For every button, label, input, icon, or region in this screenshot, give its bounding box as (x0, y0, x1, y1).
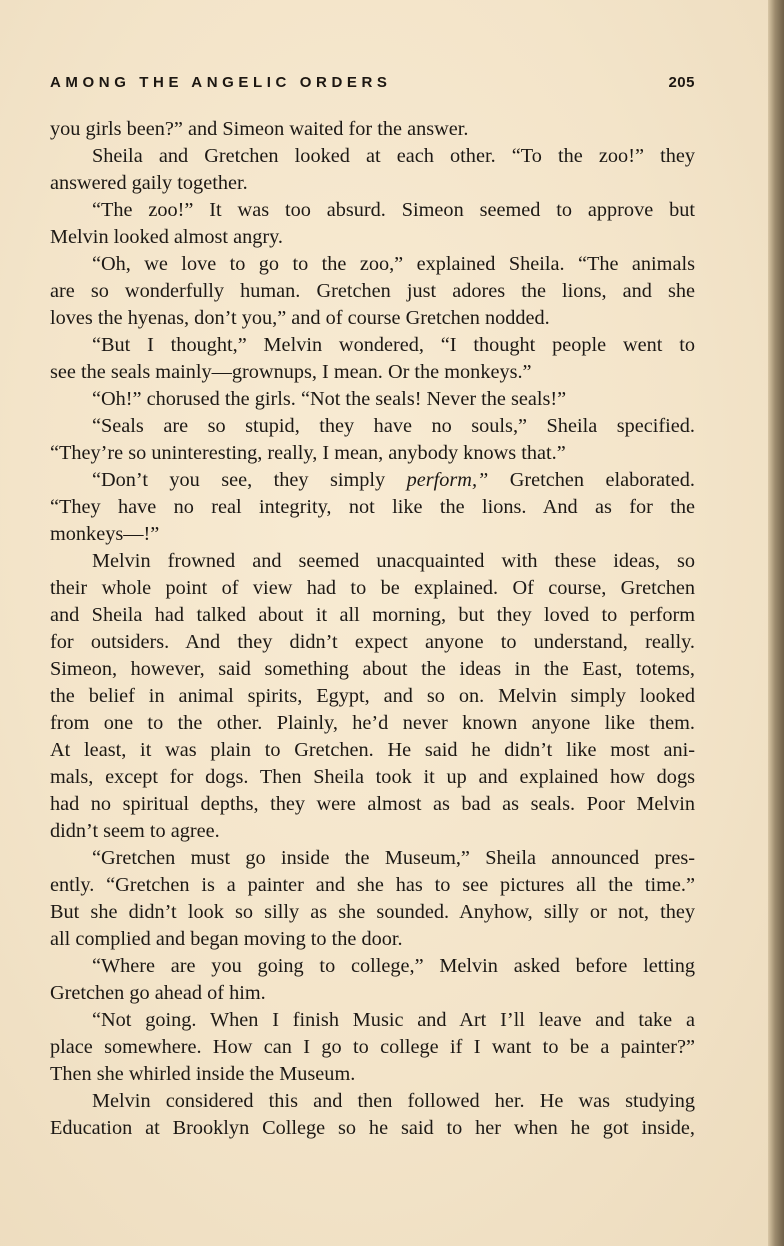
text-line: “Oh, we love to go to the zoo,” explained Sheila. “The animals (92, 253, 695, 275)
text-line: you girls been?” and Simeon waited for the answer. (50, 118, 469, 140)
text-line: had no spiritual depths, they were almost as bad as seals. Poor Melvin (50, 793, 695, 815)
text-line: ently. “Gretchen is a painter and she has to see pictures all the time.” (50, 874, 695, 896)
page-number: 205 (668, 74, 695, 91)
text-line: monkeys—!” (50, 523, 160, 545)
text-line: But she didn’t look so silly as she sounded. Anyhow, silly or not, they (50, 901, 695, 923)
text-line: At least, it was plain to Gretchen. He said he didn’t like most ani- (50, 739, 695, 761)
text-line: are so wonderfully human. Gretchen just adores the lions, and she (50, 280, 695, 302)
text-line: “But I thought,” Melvin wondered, “I thought people went to (92, 334, 695, 356)
text-line: for outsiders. And they didn’t expect anyone to understand, really. (50, 631, 695, 653)
running-head (50, 72, 695, 96)
text-line: Sheila and Gretchen looked at each other. “To the zoo!” they (92, 145, 695, 167)
running-title: AMONG THE ANGELIC ORDERS (50, 74, 392, 91)
text-line: Education at Brooklyn College so he said to her when he got inside, (50, 1117, 695, 1139)
text-line: “Don’t you see, they simply perform,” Gretchen elaborated. (92, 469, 695, 491)
text-line: didn’t seem to agree. (50, 820, 220, 842)
text-line: “They’re so uninteresting, really, I mean, anybody knows that.” (50, 442, 566, 464)
text-line: the belief in animal spirits, Egypt, and so on. Melvin simply looked (50, 685, 695, 707)
text-line: place somewhere. How can I go to college if I want to be a painter?” (50, 1036, 695, 1058)
text-line: Then she whirled inside the Museum. (50, 1063, 356, 1085)
text-line: Melvin looked almost angry. (50, 226, 284, 248)
text-line: all complied and began moving to the door. (50, 928, 403, 950)
text-line: “Where are you going to college,” Melvin asked before letting (92, 955, 695, 977)
text-line: Gretchen go ahead of him. (50, 982, 266, 1004)
text-line: and Sheila had talked about it all morning, but they loved to perform (50, 604, 695, 626)
text-line: see the seals mainly—grownups, I mean. Or the monkeys.” (50, 361, 532, 383)
text-line: “Gretchen must go inside the Museum,” Sheila announced pres- (92, 847, 695, 869)
text-line: Simeon, however, said something about the ideas in the East, totems, (50, 658, 695, 680)
emphasis: perform,” (406, 469, 489, 491)
text-line: answered gaily together. (50, 172, 248, 194)
text-line: from one to the other. Plainly, he’d never known anyone like them. (50, 712, 695, 734)
text-line: their whole point of view had to be explained. Of course, Gretchen (50, 577, 695, 599)
text-line: Melvin considered this and then followed her. He was studying (92, 1090, 695, 1112)
text-line: “The zoo!” It was too absurd. Simeon seemed to approve but (92, 199, 695, 221)
text-line: mals, except for dogs. Then Sheila took it up and explained how dogs (50, 766, 695, 788)
page-binding-edge (768, 0, 784, 1246)
text-line: “They have no real integrity, not like the lions. And as for the (50, 496, 695, 518)
text-line: loves the hyenas, don’t you,” and of course Gretchen nodded. (50, 307, 550, 329)
text-line: Melvin frowned and seemed unacquainted with these ideas, so (92, 550, 695, 572)
text-line: “Not going. When I finish Music and Art I’ll leave and take a (92, 1009, 695, 1031)
text-line: “Oh!” chorused the girls. “Not the seals! Never the seals!” (92, 388, 567, 410)
body-text (50, 116, 695, 1142)
text-line: “Seals are so stupid, they have no souls,” Sheila specified. (92, 415, 695, 437)
